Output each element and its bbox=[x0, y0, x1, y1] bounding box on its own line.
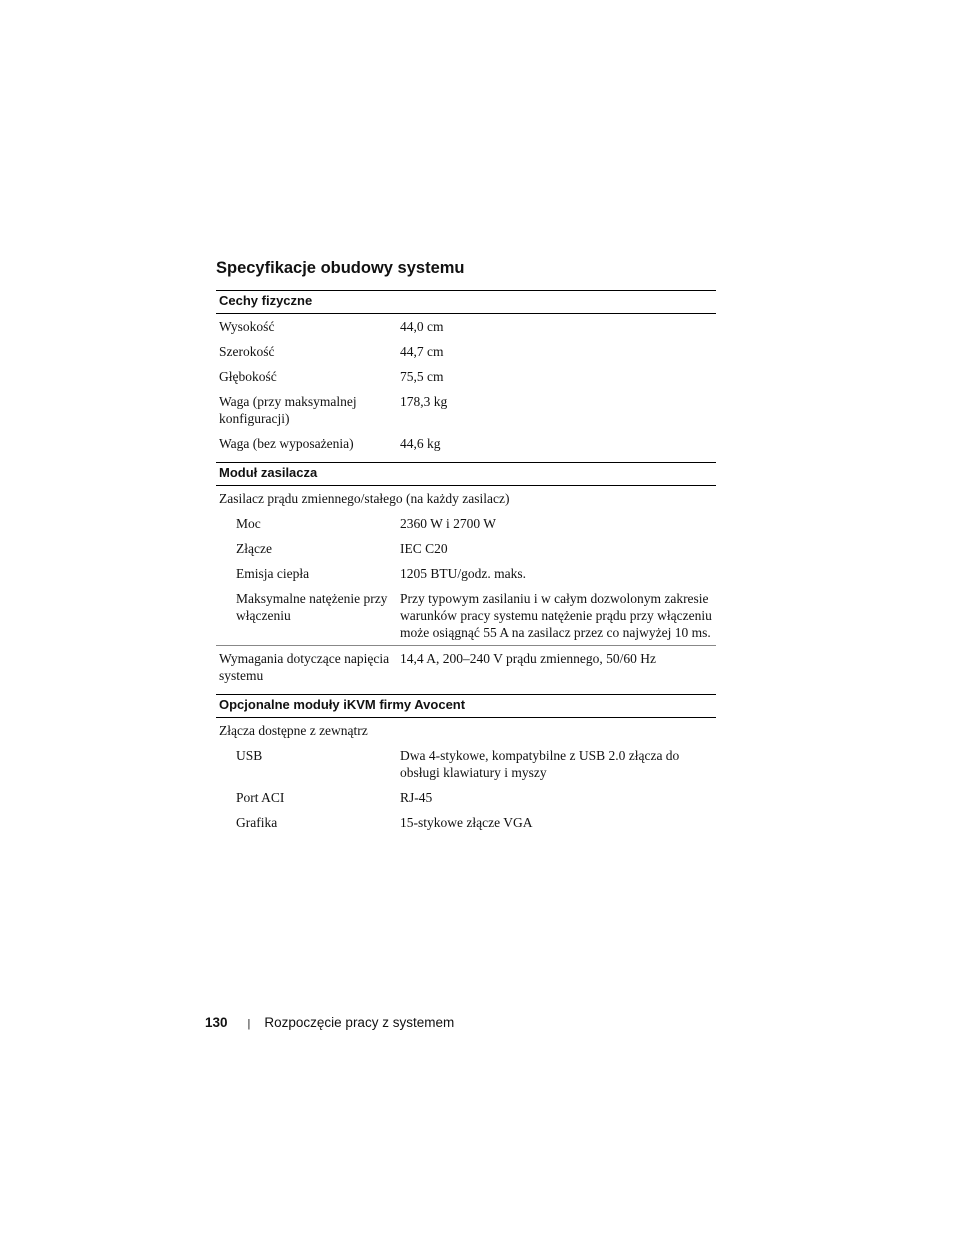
spec-row-power bbox=[216, 511, 716, 536]
page-title: Specyfikacje obudowy systemu bbox=[216, 259, 465, 277]
spec-label: Emisja ciepła bbox=[236, 566, 310, 581]
page-footer bbox=[205, 1015, 454, 1030]
spec-subheading-row bbox=[216, 486, 716, 511]
spec-value: 75,5 cm bbox=[400, 369, 444, 384]
spec-table bbox=[216, 290, 716, 835]
chapter-title: Rozpoczęcie pracy z systemem bbox=[264, 1015, 455, 1030]
spec-value: 44,6 kg bbox=[400, 436, 441, 451]
spec-row-weight-max bbox=[216, 389, 716, 431]
spec-value: Przy typowym zasilaniu i w całym dozwolonym zakresie warunków pracy systemu natężenie prądu przy włączeniu może osiągnąć 55 A na zasilacz przez co najwyżej 10 ms. bbox=[400, 591, 712, 640]
spec-label: Port ACI bbox=[236, 790, 285, 805]
spec-value: 14,4 A, 200–240 V prądu zmiennego, 50/60 Hz bbox=[400, 651, 656, 666]
spec-value: 15-stykowe złącze VGA bbox=[400, 815, 533, 830]
spec-value: 2360 W i 2700 W bbox=[400, 516, 497, 531]
spec-value: 44,0 cm bbox=[400, 319, 444, 334]
spec-value: IEC C20 bbox=[400, 541, 448, 556]
section-heading-physical: Cechy fizyczne bbox=[216, 290, 716, 314]
spec-row-usb bbox=[216, 743, 716, 785]
spec-label: Waga (bez wyposażenia) bbox=[219, 436, 354, 451]
spec-row-voltage bbox=[216, 645, 716, 688]
spec-label: Moc bbox=[236, 516, 261, 531]
spec-subheading-row bbox=[216, 718, 716, 743]
spec-row-depth bbox=[216, 364, 716, 389]
section-heading-power: Moduł zasilacza bbox=[216, 462, 716, 486]
spec-subheading: Zasilacz prądu zmiennego/stałego (na każdy zasilacz) bbox=[219, 491, 510, 506]
spec-label: Waga (przy maksymalnej konfiguracji) bbox=[219, 394, 357, 426]
spec-row-connector bbox=[216, 536, 716, 561]
spec-label: Wysokość bbox=[219, 319, 275, 334]
spec-row-heat bbox=[216, 561, 716, 586]
spec-row-inrush bbox=[216, 586, 716, 645]
spec-row-height bbox=[216, 314, 716, 339]
spec-row-width bbox=[216, 339, 716, 364]
spec-value: 44,7 cm bbox=[400, 344, 444, 359]
spec-label: Szerokość bbox=[219, 344, 275, 359]
spec-value: Dwa 4-stykowe, kompatybilne z USB 2.0 złącza do obsługi klawiatury i myszy bbox=[400, 748, 680, 780]
spec-label: Grafika bbox=[236, 815, 278, 830]
spec-label: USB bbox=[236, 748, 263, 763]
spec-row-weight-empty bbox=[216, 431, 716, 456]
spec-subheading: Złącza dostępne z zewnątrz bbox=[219, 723, 368, 738]
page-number: 130 bbox=[205, 1015, 228, 1030]
section-heading-ikvm: Opcjonalne moduły iKVM firmy Avocent bbox=[216, 694, 716, 718]
spec-label: Złącze bbox=[236, 541, 272, 556]
spec-value: 178,3 kg bbox=[400, 394, 448, 409]
spec-label: Maksymalne natężenie przy włączeniu bbox=[236, 591, 388, 623]
spec-label: Głębokość bbox=[219, 369, 277, 384]
spec-row-video bbox=[216, 810, 716, 835]
spec-label: Wymagania dotyczące napięcia systemu bbox=[219, 651, 390, 683]
spec-value: 1205 BTU/godz. maks. bbox=[400, 566, 526, 581]
footer-separator: | bbox=[247, 1018, 251, 1030]
spec-row-aci bbox=[216, 785, 716, 810]
spec-value: RJ-45 bbox=[400, 790, 433, 805]
